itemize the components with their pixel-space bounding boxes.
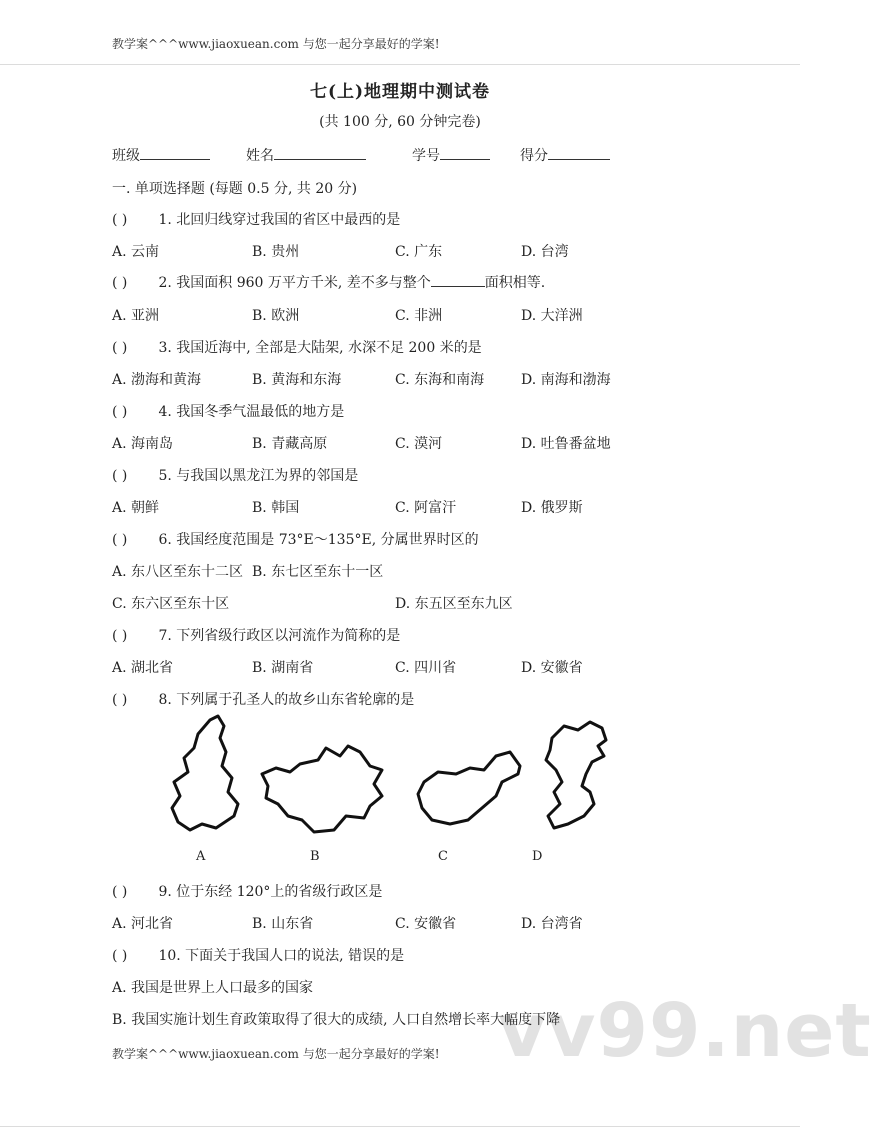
- score-label: 得分: [520, 148, 548, 164]
- fill-blank[interactable]: [431, 272, 485, 287]
- question-text: 下面关于我国人口的说法, 错误的是: [185, 948, 405, 964]
- option-d: D. 南海和渤海: [521, 372, 611, 388]
- option-b: B. 湖南省: [252, 660, 314, 676]
- question-number: 9.: [158, 884, 172, 900]
- answer-paren[interactable]: ( ): [112, 340, 128, 356]
- outline-d[interactable]: [546, 722, 606, 828]
- name-field: [246, 145, 366, 165]
- question-text: 我国近海中, 全部是大陆架, 水深不足 200 米的是: [176, 340, 482, 356]
- number-label: 学号: [412, 148, 440, 164]
- option-a: A. 湖北省: [112, 660, 174, 676]
- class-field: [112, 145, 210, 165]
- answer-paren[interactable]: ( ): [112, 884, 128, 900]
- question-7: [112, 625, 400, 645]
- option-a: A. 东八区至东十二区: [112, 564, 244, 580]
- province-outlines-figure: [150, 712, 630, 842]
- question-text: 下列属于孔圣人的故乡山东省轮廓的是: [176, 692, 415, 708]
- section-heading: 一. 单项选择题 (每题 0.5 分, 共 20 分): [112, 181, 358, 197]
- watermark: vv99.net: [498, 988, 872, 1074]
- answer-paren[interactable]: ( ): [112, 948, 128, 964]
- option-a: A. 亚洲: [112, 308, 160, 324]
- number-field: [412, 145, 490, 165]
- option-a: A. 海南岛: [112, 436, 174, 452]
- question-number: 8.: [158, 692, 172, 708]
- option-a: A. 云南: [112, 244, 160, 260]
- option-b: B. 韩国: [252, 500, 300, 516]
- question-text: 下列省级行政区以河流作为简称的是: [176, 628, 401, 644]
- question-text-after: 面积相等.: [484, 275, 546, 291]
- question-number: 7.: [158, 628, 172, 644]
- question-4: [112, 401, 344, 421]
- question-6: [112, 529, 479, 549]
- answer-paren[interactable]: ( ): [112, 628, 128, 644]
- question-number: 5.: [158, 468, 172, 484]
- question-9: [112, 881, 382, 901]
- answer-paren[interactable]: ( ): [112, 468, 128, 484]
- question-5: [112, 465, 358, 485]
- option-b: B. 黄海和东海: [252, 372, 342, 388]
- option-c: C. 阿富汗: [395, 500, 457, 516]
- option-d: D. 东五区至东九区: [395, 596, 513, 612]
- outline-c[interactable]: [418, 752, 520, 824]
- name-blank[interactable]: [274, 145, 366, 160]
- option-c: C. 四川省: [395, 660, 457, 676]
- class-label: 班级: [112, 148, 140, 164]
- option-d: D. 台湾省: [521, 916, 583, 932]
- question-text: 与我国以黑龙江为界的邻国是: [176, 468, 359, 484]
- question-text: 位于东经 120°上的省级行政区是: [176, 884, 383, 900]
- page-footer: 教学案^^^www.jiaoxuean.com 与您一起分享最好的学案!: [112, 1047, 440, 1061]
- option-b: B. 欧洲: [252, 308, 300, 324]
- option-b: B. 青藏高原: [252, 436, 328, 452]
- question-number: 4.: [158, 404, 172, 420]
- option-d: D. 大洋洲: [521, 308, 583, 324]
- figure-label-c: C: [438, 849, 448, 864]
- figure-label-a: A: [196, 849, 206, 864]
- option-a: A. 河北省: [112, 916, 174, 932]
- question-text: 我国冬季气温最低的地方是: [176, 404, 345, 420]
- outline-b[interactable]: [262, 746, 382, 832]
- option-a: A. 我国是世界上人口最多的国家: [112, 980, 314, 996]
- page-header: 教学案^^^www.jiaoxuean.com 与您一起分享最好的学案!: [112, 37, 440, 51]
- option-c: C. 东海和南海: [395, 372, 485, 388]
- question-number: 6.: [158, 532, 172, 548]
- question-10: [112, 945, 404, 965]
- option-b: B. 我国实施计划生育政策取得了很大的成绩, 人口自然增长率大幅度下降: [112, 1012, 561, 1028]
- question-text: 我国经度范围是 73°E～135°E, 分属世界时区的: [176, 532, 479, 548]
- option-c: C. 安徽省: [395, 916, 457, 932]
- answer-paren[interactable]: ( ): [112, 532, 128, 548]
- figure-label-d: D: [532, 849, 543, 864]
- question-1: [112, 209, 400, 229]
- header-divider: [0, 64, 800, 65]
- option-a: A. 渤海和黄海: [112, 372, 202, 388]
- question-text: 北回归线穿过我国的省区中最西的是: [176, 212, 401, 228]
- name-label: 姓名: [246, 148, 274, 164]
- answer-paren[interactable]: ( ): [112, 404, 128, 420]
- score-blank[interactable]: [548, 145, 610, 160]
- option-d: D. 安徽省: [521, 660, 583, 676]
- option-d: D. 台湾: [521, 244, 569, 260]
- score-field: [520, 145, 610, 165]
- answer-paren[interactable]: ( ): [112, 692, 128, 708]
- option-b: B. 山东省: [252, 916, 314, 932]
- class-blank[interactable]: [140, 145, 210, 160]
- question-2: [112, 272, 545, 292]
- option-d: D. 吐鲁番盆地: [521, 436, 611, 452]
- option-b: B. 东七区至东十一区: [252, 564, 384, 580]
- option-c: C. 广东: [395, 244, 443, 260]
- question-3: [112, 337, 482, 357]
- outline-a[interactable]: [172, 716, 238, 830]
- page-bottom-edge: [0, 1126, 800, 1127]
- option-c: C. 非洲: [395, 308, 443, 324]
- option-c: C. 漠河: [395, 436, 443, 452]
- page-subtitle: (共 100 分, 60 分钟完卷): [319, 114, 481, 130]
- number-blank[interactable]: [440, 145, 490, 160]
- option-d: D. 俄罗斯: [521, 500, 583, 516]
- figure-label-b: B: [310, 849, 320, 864]
- answer-paren[interactable]: ( ): [112, 275, 128, 291]
- answer-paren[interactable]: ( ): [112, 212, 128, 228]
- option-c: C. 东六区至东十区: [112, 596, 230, 612]
- option-b: B. 贵州: [252, 244, 300, 260]
- question-number: 2.: [158, 275, 172, 291]
- option-a: A. 朝鲜: [112, 500, 160, 516]
- question-number: 3.: [158, 340, 172, 356]
- question-number: 1.: [158, 212, 172, 228]
- question-8: [112, 689, 414, 709]
- page-title: 七(上)地理期中测试卷: [309, 82, 491, 102]
- question-number: 10.: [158, 948, 181, 964]
- question-text: 我国面积 960 万平方千米, 差不多与整个: [176, 275, 431, 291]
